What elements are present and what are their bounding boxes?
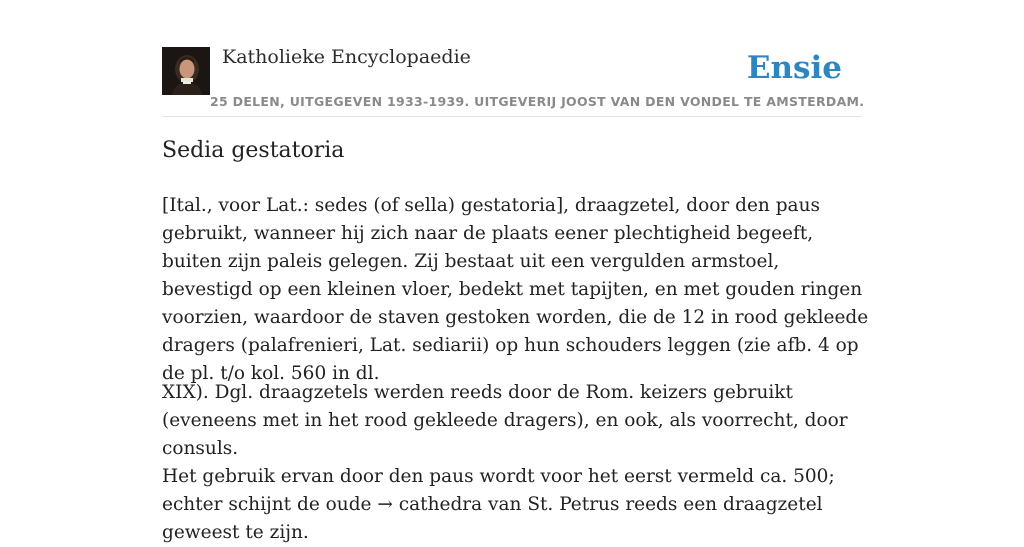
book-title[interactable]: Katholieke Encyclopaedie: [222, 46, 471, 68]
article-paragraph: XIX). Dgl. draagzetels werden reeds door de Rom. keizers gebruikt (eveneens met in het rood gekleede dragers), en ook, als voorrecht, door consuls.: [162, 382, 848, 459]
article-paragraph: Het gebruik ervan door den paus wordt voor het eerst vermeld ca. 500; echter schijnt de oude → cathedra van St. Petrus reeds een draagzetel geweest te zijn.: [162, 466, 835, 543]
book-subtitle: 25 DELEN, UITGEGEVEN 1933-1939. UITGEVERIJ JOOST VAN DEN VONDEL TE AMSTERDAM.: [210, 94, 865, 109]
article-title: Sedia gestatoria: [162, 138, 345, 163]
site-header: [162, 40, 865, 117]
portrait-avatar-icon: [162, 47, 210, 95]
brand-logo-link[interactable]: Ensie: [746, 50, 842, 86]
avatar[interactable]: [162, 47, 210, 95]
article-paragraph: [Ital., voor Lat.: sedes (of sella) gestatoria], draagzetel, door den paus gebruikt, wanneer hij zich naar de plaats eener plechtigheid begeeft, buiten zijn paleis gelegen. Zij bestaat uit een vergulden armstoel, bevestigd op een kleinen vloer, bedekt met tapijten, en met gouden ringen voorzien, waardoor de staven gestoken worden, die de 12 in rood gekleede dragers (palafrenieri, Lat. sediarii) op hun schouders leggen (zie afb. 4 op de pl. t/o kol. 560 in dl.: [162, 195, 869, 384]
